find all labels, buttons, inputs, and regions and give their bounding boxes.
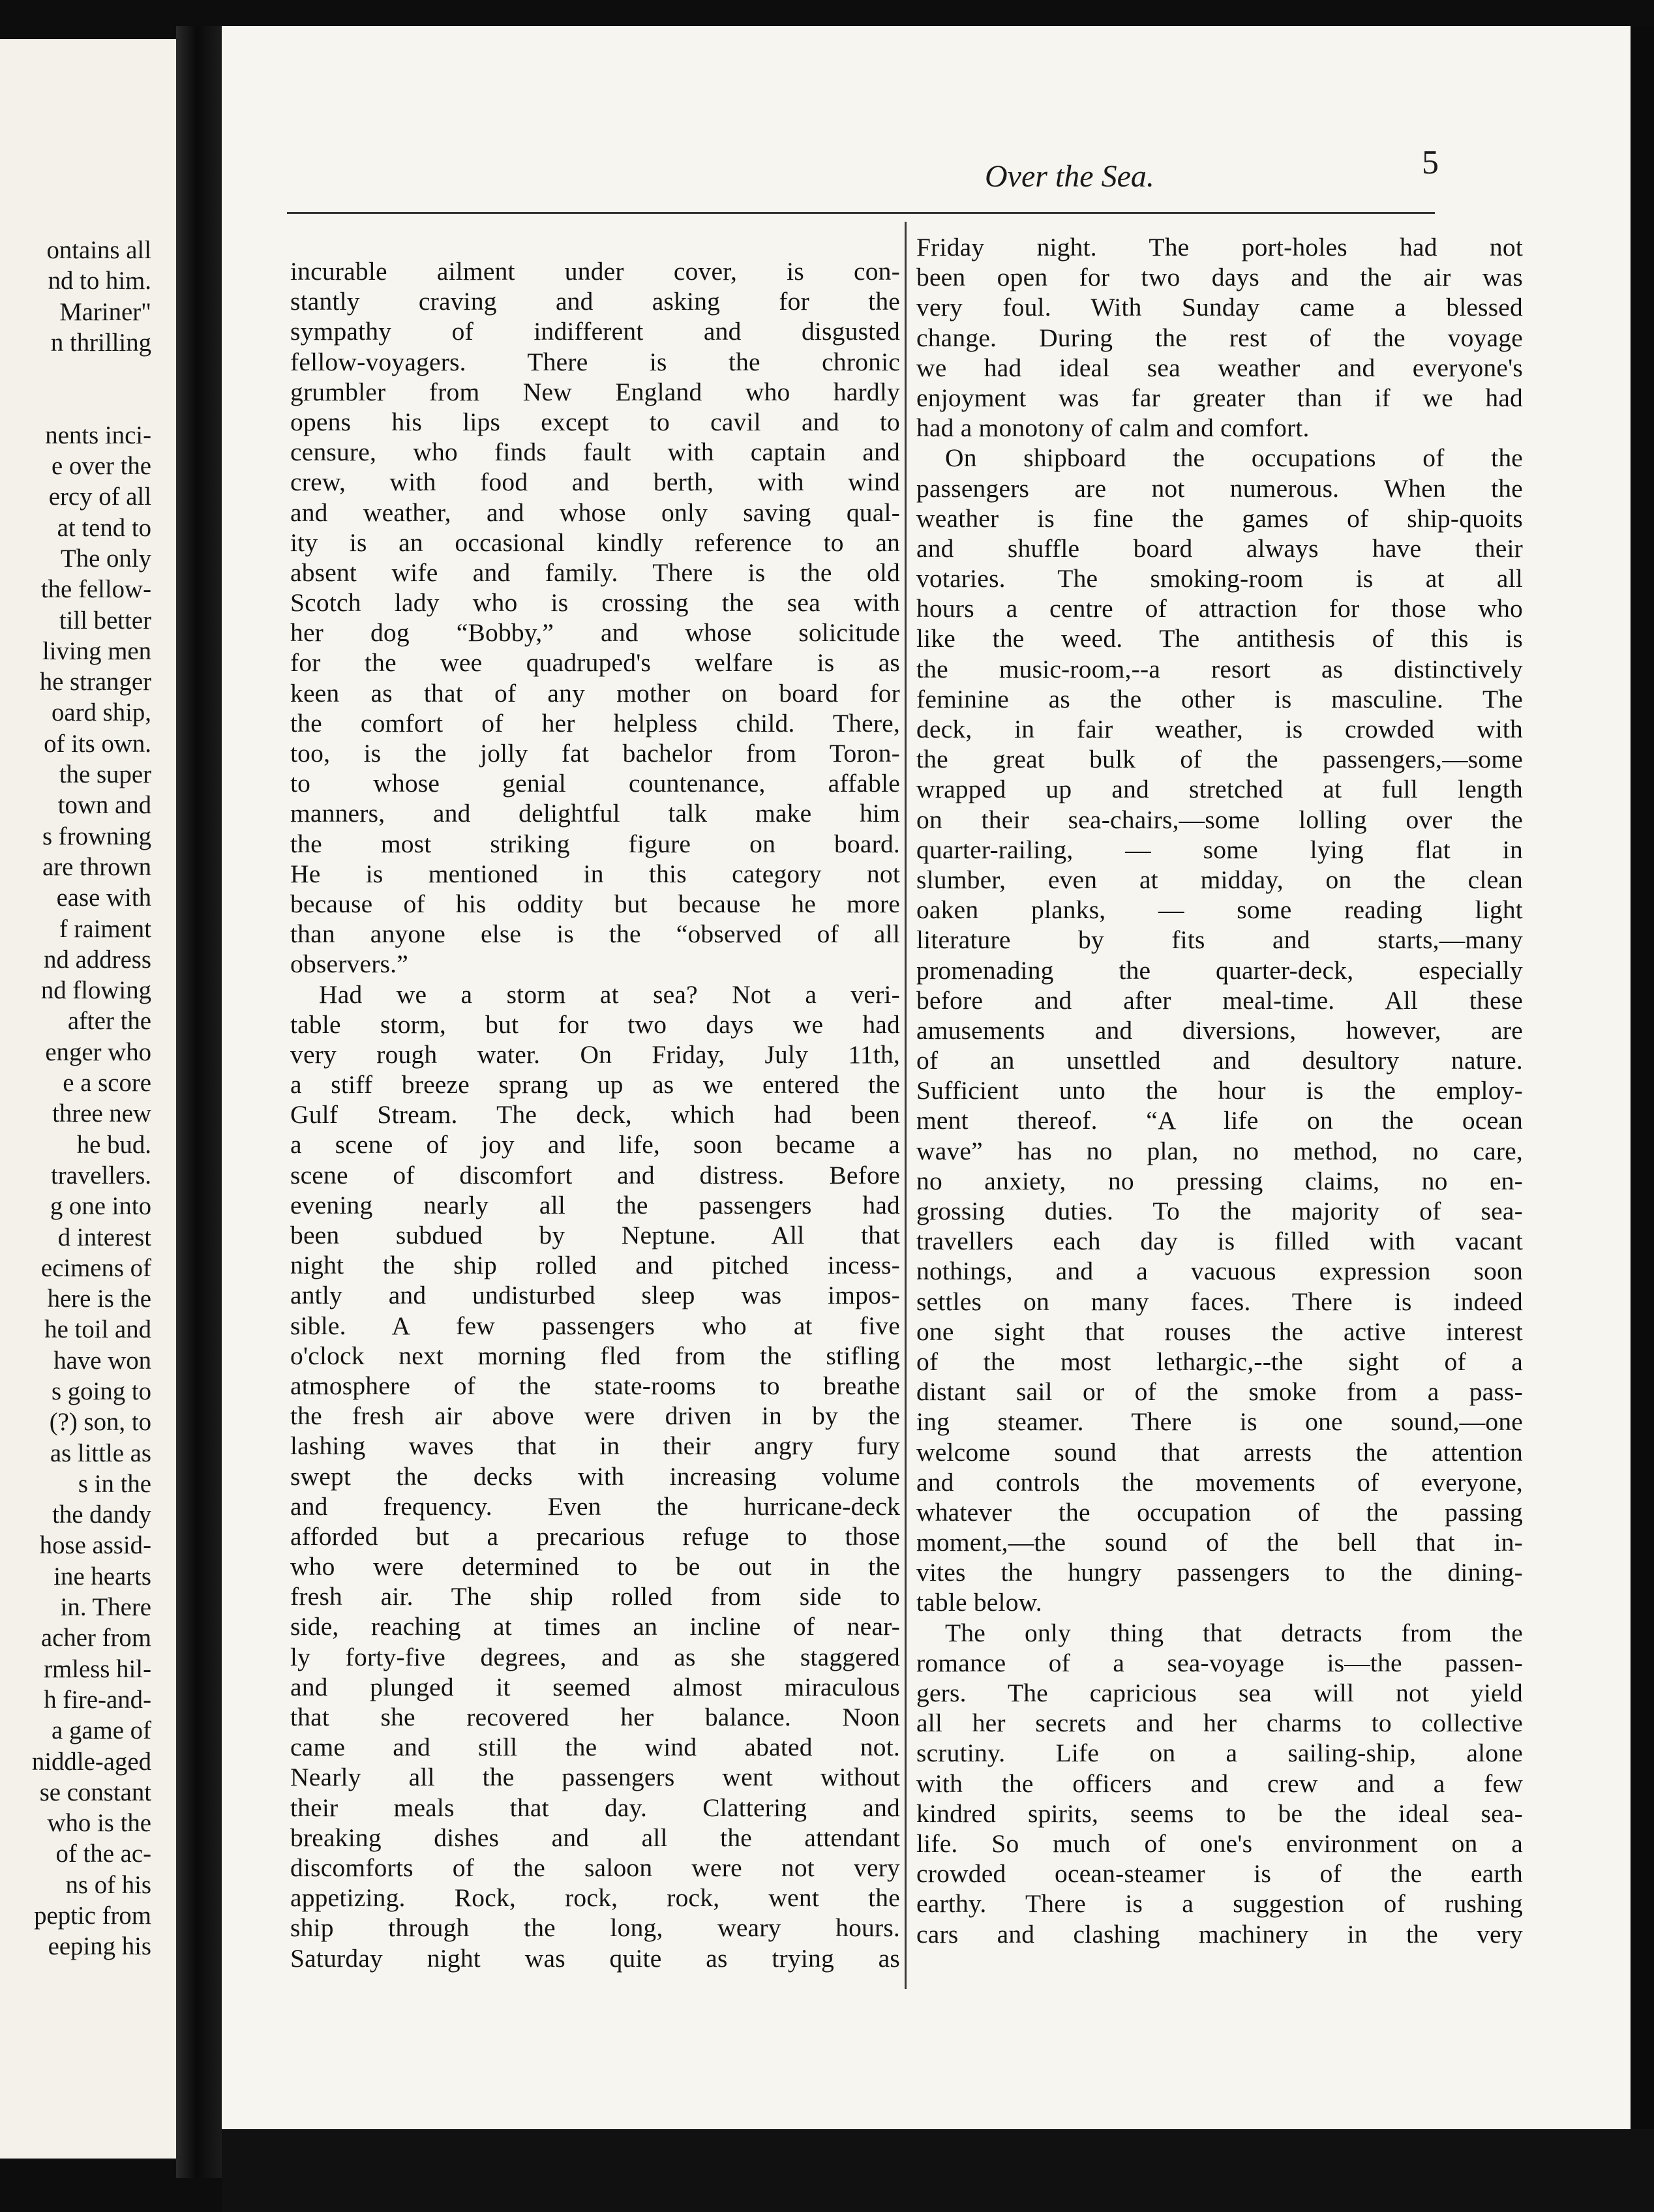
fragment-line: h fire-and- xyxy=(44,1685,151,1714)
header-rule xyxy=(287,212,1435,214)
text-line: slumber, even at midday, on the clean xyxy=(916,865,1523,894)
fragment-line: of its own. xyxy=(44,729,151,758)
text-line: lashing waves that in their angry fury xyxy=(290,1431,900,1461)
right-text-column xyxy=(916,232,1523,1949)
text-line: earthy. There is a suggestion of rushing xyxy=(916,1889,1523,1919)
text-line: atmosphere of the state-rooms to breathe xyxy=(290,1371,900,1400)
text-line: the fresh air above were driven in by the xyxy=(290,1401,900,1431)
text-line: He is mentioned in this category not xyxy=(290,859,900,888)
text-line: feminine as the other is masculine. The xyxy=(916,684,1523,713)
text-line: breaking dishes and all the attendant xyxy=(290,1823,900,1852)
fragment-line: f raiment xyxy=(59,914,151,943)
text-line: distant sail or of the smoke from a pass- xyxy=(916,1377,1523,1407)
text-line: hours a centre of attraction for those who xyxy=(916,594,1523,623)
fragment-line: of the ac- xyxy=(55,1840,151,1868)
text-line: life. So much of one's environment on a xyxy=(916,1829,1523,1858)
text-line: kindred spirits, seems to be the ideal sea- xyxy=(916,1799,1523,1828)
text-line: discomforts of the saloon were not very xyxy=(290,1853,900,1882)
text-line: evening nearly all the passengers had xyxy=(290,1190,900,1219)
text-line: observers.” xyxy=(290,949,408,979)
text-line: travellers each day is filled with vacant xyxy=(916,1227,1523,1256)
fragment-line: niddle-aged xyxy=(31,1747,151,1776)
fragment-line: ecimens of xyxy=(40,1253,151,1282)
text-line: enjoyment was far greater than if we had xyxy=(916,383,1523,412)
text-line: very rough water. On Friday, July 11th, xyxy=(290,1039,900,1069)
text-line: oaken planks, — some reading light xyxy=(916,895,1523,925)
text-line: one sight that rouses the active interest xyxy=(916,1317,1523,1346)
text-line: her dog “Bobby,” and whose solicitude xyxy=(290,618,900,648)
text-line: a scene of joy and life, soon became a xyxy=(290,1130,900,1159)
text-line: wave” has no plan, no method, no care, xyxy=(916,1136,1523,1165)
fragment-line: Mariner" xyxy=(59,297,151,326)
text-line: before and after meal-time. All these xyxy=(916,985,1523,1015)
text-line: absent wife and family. There is the old xyxy=(290,558,900,587)
text-line: o'clock next morning fled from the stifling xyxy=(290,1341,900,1370)
fragment-line: ease with xyxy=(56,884,151,912)
text-line: scene of discomfort and distress. Before xyxy=(290,1160,900,1189)
fragment-line: g one into xyxy=(50,1192,151,1221)
text-line: like the weed. The antithesis of this is xyxy=(916,624,1523,653)
fragment-line: town and xyxy=(57,791,151,820)
text-line: scrutiny. Life on a sailing-ship, alone xyxy=(916,1739,1523,1768)
text-line: quarter-railing, — some lying flat in xyxy=(916,835,1523,864)
fragment-line: peptic from xyxy=(34,1902,151,1930)
text-line: crew, with food and berth, with wind xyxy=(290,468,900,497)
text-line: fresh air. The ship rolled from side to xyxy=(290,1582,900,1611)
fragment-line: se constant xyxy=(39,1778,151,1806)
fragment-line: nd flowing xyxy=(40,976,151,1005)
text-line: deck, in fair weather, is crowded with xyxy=(916,715,1523,743)
text-line: and frequency. Even the hurricane-deck xyxy=(290,1491,900,1521)
text-line: The only thing that detracts from the xyxy=(945,1618,1523,1647)
text-line: of the most lethargic,--the sight of a xyxy=(916,1347,1523,1376)
fragment-line: he toil and xyxy=(44,1315,151,1344)
text-line: romance of a sea-voyage is—the passen- xyxy=(916,1648,1523,1677)
fragment-line: in. There xyxy=(60,1593,151,1622)
text-line: incurable ailment under cover, is con- xyxy=(290,257,900,286)
fragment-line: he stranger xyxy=(39,668,151,696)
text-line: their meals that day. Clattering and xyxy=(290,1793,900,1822)
fragment-line: the super xyxy=(59,760,151,789)
text-line: on their sea-chairs,—some lolling over the xyxy=(916,805,1523,834)
text-line: been subdued by Neptune. All that xyxy=(290,1221,900,1249)
text-line: censure, who finds fault with captain and xyxy=(290,438,900,467)
text-line: crowded ocean-steamer is of the earth xyxy=(916,1859,1523,1889)
text-line: Scotch lady who is crossing the sea with xyxy=(290,588,900,618)
text-line: who were determined to be out in the xyxy=(290,1552,900,1581)
fragment-line: eeping his xyxy=(48,1932,151,1961)
left-page-fragment xyxy=(0,39,176,2159)
fragment-line: enger who xyxy=(45,1038,151,1066)
fragment-line: ercy of all xyxy=(48,483,151,511)
fragment-line xyxy=(0,389,151,419)
text-line: Gulf Stream. The deck, which had been xyxy=(290,1100,900,1129)
fragment-line: nd to him. xyxy=(48,267,151,295)
text-line: whatever the occupation of the passing xyxy=(916,1497,1523,1527)
fragment-line: d interest xyxy=(57,1223,151,1251)
text-line: too, is the jolly fat bachelor from Toron- xyxy=(290,739,900,768)
book-gutter xyxy=(176,26,222,2178)
text-line: ity is an occasional kindly reference to an xyxy=(290,528,900,557)
text-line: very foul. With Sunday came a blessed xyxy=(916,293,1523,322)
text-line: and plunged it seemed almost miraculous xyxy=(290,1672,900,1701)
fragment-line: hose assid- xyxy=(39,1531,151,1560)
text-line: moment,—the sound of the bell that in- xyxy=(916,1528,1523,1557)
text-line: table below. xyxy=(916,1588,1042,1617)
text-line: side, reaching at times an incline of near- xyxy=(290,1612,900,1641)
fragment-line: the dandy xyxy=(52,1501,151,1529)
fragment-line: nd address xyxy=(44,945,151,974)
text-line: votaries. The smoking-room is at all xyxy=(916,564,1523,593)
text-line: came and still the wind abated not. xyxy=(290,1733,900,1762)
column-divider xyxy=(905,222,907,1989)
fragment-line: living men xyxy=(42,636,151,665)
fragment-line: oard ship, xyxy=(51,698,151,727)
text-line: table storm, but for two days we had xyxy=(290,1009,900,1039)
fragment-line: after the xyxy=(67,1007,151,1036)
text-line: ing steamer. There is one sound,—one xyxy=(916,1407,1523,1437)
text-line: cars and clashing machinery in the very xyxy=(916,1919,1523,1949)
text-line: a stiff breeze sprang up as we entered the xyxy=(290,1070,900,1099)
text-line: for the wee quadruped's welfare is as xyxy=(290,648,900,678)
text-line: the comfort of her helpless child. There, xyxy=(290,708,900,738)
text-line: the great bulk of the passengers,—some xyxy=(916,745,1523,774)
text-line: amusements and diversions, however, are xyxy=(916,1015,1523,1045)
fragment-line: s in the xyxy=(78,1469,151,1498)
text-line: to whose genial countenance, affable xyxy=(290,769,900,798)
text-line: we had ideal sea weather and everyone's xyxy=(916,353,1523,382)
text-line: grumbler from New England who hardly xyxy=(290,377,900,406)
text-line: vites the hungry passengers to the dining- xyxy=(916,1558,1523,1587)
left-page-text xyxy=(0,235,151,1962)
text-line: no anxiety, no pressing claims, no en- xyxy=(916,1166,1523,1195)
text-line: On shipboard the occupations of the xyxy=(945,443,1523,473)
text-line: Had we a storm at sea? Not a veri- xyxy=(319,979,900,1009)
text-line: passengers are not numerous. When the xyxy=(916,473,1523,503)
text-line: night the ship rolled and pitched incess- xyxy=(290,1251,900,1280)
running-title: Over the Sea. xyxy=(985,159,1154,194)
fragment-line: at tend to xyxy=(57,513,151,542)
fragment-line: n thrilling xyxy=(50,328,151,357)
text-line: than anyone else is the “observed of all xyxy=(290,919,900,949)
text-line: ship through the long, weary hours. xyxy=(290,1913,900,1943)
fragment-line: nents inci- xyxy=(45,421,151,449)
text-line: that she recovered her balance. Noon xyxy=(290,1703,900,1731)
fragment-line: s frowning xyxy=(42,822,151,850)
fragment-line: ontains all xyxy=(46,236,151,264)
text-line: been open for two days and the air was xyxy=(916,263,1523,292)
text-line: promenading the quarter-deck, especially xyxy=(916,955,1523,985)
left-text-column xyxy=(290,256,900,1973)
fragment-line: till better xyxy=(59,606,151,635)
fragment-line: the fellow- xyxy=(40,575,151,604)
fragment-line: a game of xyxy=(52,1716,151,1745)
fragment-line: The only xyxy=(61,544,151,573)
text-line: the music-room,--a resort as distinctively xyxy=(916,654,1523,683)
text-line: ly forty-five degrees, and as she staggered xyxy=(290,1642,900,1671)
text-line: and weather, and whose only saving qual- xyxy=(290,498,900,527)
fragment-line: e over the xyxy=(52,452,151,481)
text-line: all her secrets and her charms to collective xyxy=(916,1709,1523,1738)
text-line: Sufficient unto the hour is the employ- xyxy=(916,1076,1523,1105)
fragment-line: as little as xyxy=(50,1439,151,1467)
text-line: because of his oddity but because he more xyxy=(290,889,900,918)
text-line: settles on many faces. There is indeed xyxy=(916,1287,1523,1316)
text-line: nothings, and a vacuous expression soon xyxy=(916,1257,1523,1286)
text-line: swept the decks with increasing volume xyxy=(290,1461,900,1491)
text-line: wrapped up and stretched at full length xyxy=(916,775,1523,804)
text-line: opens his lips except to cavil and to xyxy=(290,407,900,436)
fragment-line: here is the xyxy=(47,1285,151,1313)
scan-bottom-border xyxy=(222,2129,1654,2212)
fragment-line: ns of his xyxy=(65,1870,151,1899)
fragment-line: three new xyxy=(52,1099,151,1128)
fragment-line: have won xyxy=(53,1346,151,1375)
text-line: Nearly all the passengers went without xyxy=(290,1763,900,1792)
text-line: antly and undisturbed sleep was impos- xyxy=(290,1281,900,1310)
fragment-line: acher from xyxy=(40,1624,151,1652)
text-line: ment thereof. “A life on the ocean xyxy=(916,1106,1523,1135)
text-line: of an unsettled and desultory nature. xyxy=(916,1046,1523,1075)
text-line: the most striking figure on board. xyxy=(290,829,900,858)
text-line: stantly craving and asking for the xyxy=(290,287,900,316)
text-line: appetizing. Rock, rock, rock, went the xyxy=(290,1883,900,1913)
text-line: welcome sound that arrests the attention xyxy=(916,1437,1523,1467)
fragment-line xyxy=(0,358,151,389)
text-line: literature by fits and starts,—many xyxy=(916,925,1523,955)
text-line: keen as that of any mother on board for xyxy=(290,678,900,708)
text-line: Friday night. The port-holes had not xyxy=(916,233,1523,262)
page-number: 5 xyxy=(1422,144,1439,181)
fragment-line: s going to xyxy=(51,1377,151,1405)
fragment-line: e a score xyxy=(63,1069,151,1098)
fragment-line: are thrown xyxy=(42,852,151,881)
book-page xyxy=(222,26,1631,2129)
right-page-edge xyxy=(1631,26,1654,2178)
text-line: change. During the rest of the voyage xyxy=(916,323,1523,352)
fragment-line: who is the xyxy=(47,1809,151,1838)
text-line: gers. The capricious sea will not yield xyxy=(916,1679,1523,1707)
fragment-line: (?) son, to xyxy=(49,1408,151,1437)
text-line: afforded but a precarious refuge to those xyxy=(290,1521,900,1551)
fragment-line: he bud. xyxy=(76,1130,151,1159)
fragment-line: travellers. xyxy=(50,1161,151,1189)
text-line: Saturday night was quite as trying as xyxy=(290,1943,900,1973)
text-line: had a monotony of calm and comfort. xyxy=(916,413,1310,443)
text-line: manners, and delightful talk make him xyxy=(290,799,900,828)
text-line: and controls the movements of everyone, xyxy=(916,1467,1523,1497)
text-line: sympathy of indifferent and disgusted xyxy=(290,317,900,346)
text-line: sible. A few passengers who at five xyxy=(290,1311,900,1340)
text-line: fellow-voyagers. There is the chronic xyxy=(290,347,900,376)
text-line: grossing duties. To the majority of sea- xyxy=(916,1197,1523,1225)
text-line: weather is fine the games of ship-quoits xyxy=(916,503,1523,533)
fragment-line: rmless hil- xyxy=(44,1654,151,1683)
text-line: and shuffle board always have their xyxy=(916,533,1523,563)
fragment-line: ine hearts xyxy=(53,1562,151,1591)
text-line: with the officers and crew and a few xyxy=(916,1769,1523,1798)
